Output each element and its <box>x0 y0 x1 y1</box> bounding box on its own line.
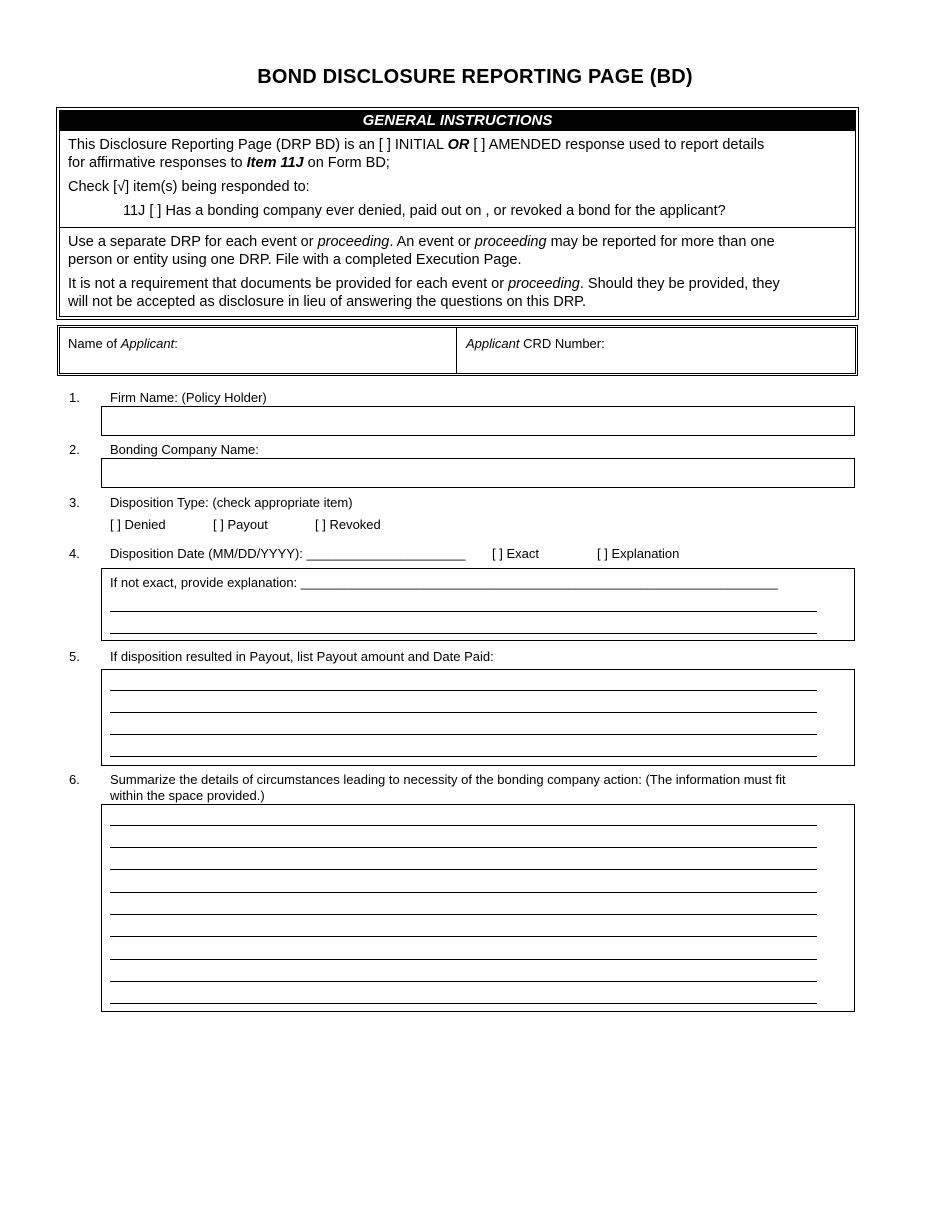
summary-line <box>110 1003 817 1004</box>
payout-line <box>110 690 817 691</box>
summary-line <box>110 959 817 960</box>
firm-name-input[interactable] <box>101 406 855 436</box>
summary-line <box>110 869 817 870</box>
exact-checkbox[interactable]: [ ] Exact <box>492 546 539 561</box>
q1-label: Firm Name: (Policy Holder) <box>110 390 267 405</box>
q5-label: If disposition resulted in Payout, list Payout amount and Date Paid: <box>110 649 494 664</box>
summary-line <box>110 847 817 848</box>
summary-line <box>110 981 817 982</box>
payout-checkbox[interactable]: [ ] Payout <box>213 517 268 532</box>
payout-line <box>110 756 817 757</box>
check-items-line: Check [√] item(s) being responded to: <box>68 179 310 195</box>
payout-details-box[interactable] <box>101 669 855 766</box>
instructions-line-2: for affirmative responses to Item 11J on Form BD; <box>68 155 390 171</box>
explanation-line <box>110 611 817 612</box>
explanation-checkbox[interactable]: [ ] Explanation <box>597 546 680 561</box>
q2-number: 2. <box>69 442 80 457</box>
summary-line <box>110 914 817 915</box>
q5-number: 5. <box>69 649 80 664</box>
summary-line <box>110 825 817 826</box>
instructions-para-2-line-1: It is not a requirement that documents be provided for each event or proceeding. Should they be provided, they <box>68 276 780 292</box>
q3-number: 3. <box>69 495 80 510</box>
explanation-line <box>110 633 817 634</box>
item-11j-checkbox-line[interactable]: 11J [ ] Has a bonding company ever denied, paid out on , or revoked a bond for the applicant? <box>123 203 726 219</box>
summary-line <box>110 936 817 937</box>
bonding-company-input[interactable] <box>101 458 855 488</box>
instructions-line-1: This Disclosure Reporting Page (DRP BD) is an [ ] INITIAL OR [ ] AMENDED response used to report details <box>68 137 765 153</box>
general-instructions-box <box>59 110 856 317</box>
page-title: BOND DISCLOSURE REPORTING PAGE (BD) <box>257 66 693 88</box>
instructions-para-2-line-2: will not be accepted as disclosure in lieu of answering the questions on this DRP. <box>68 294 586 310</box>
q4-number: 4. <box>69 546 80 561</box>
q2-label: Bonding Company Name: <box>110 442 259 457</box>
q6-label-line-2: within the space provided.) <box>110 788 265 803</box>
applicant-crd-field[interactable]: Applicant CRD Number: <box>466 336 605 351</box>
applicant-name-field[interactable]: Name of Applicant: <box>60 328 457 373</box>
date-explanation-box[interactable] <box>101 568 855 641</box>
denied-checkbox[interactable]: [ ] Denied <box>110 517 166 532</box>
payout-line <box>110 734 817 735</box>
q6-number: 6. <box>69 772 80 787</box>
summary-line <box>110 892 817 893</box>
instructions-para-1-line-1: Use a separate DRP for each event or proceeding. An event or proceeding may be reported for more than one <box>68 234 775 250</box>
explanation-prompt: If not exact, provide explanation: __________________________________________________________________ <box>110 575 778 590</box>
revoked-checkbox[interactable]: [ ] Revoked <box>315 517 381 532</box>
q4-label: Disposition Date (MM/DD/YYYY): ______________________ <box>110 546 466 561</box>
instructions-response-section <box>60 131 855 228</box>
general-instructions-header: GENERAL INSTRUCTIONS <box>60 111 855 131</box>
payout-line <box>110 712 817 713</box>
q3-label: Disposition Type: (check appropriate item) <box>110 495 353 510</box>
q6-label-line-1: Summarize the details of circumstances leading to necessity of the bonding company action: (The information must fit <box>110 772 786 787</box>
applicant-info-box <box>59 327 856 374</box>
instructions-para-1-line-2: person or entity using one DRP. File with a completed Execution Page. <box>68 252 522 268</box>
q1-number: 1. <box>69 390 80 405</box>
